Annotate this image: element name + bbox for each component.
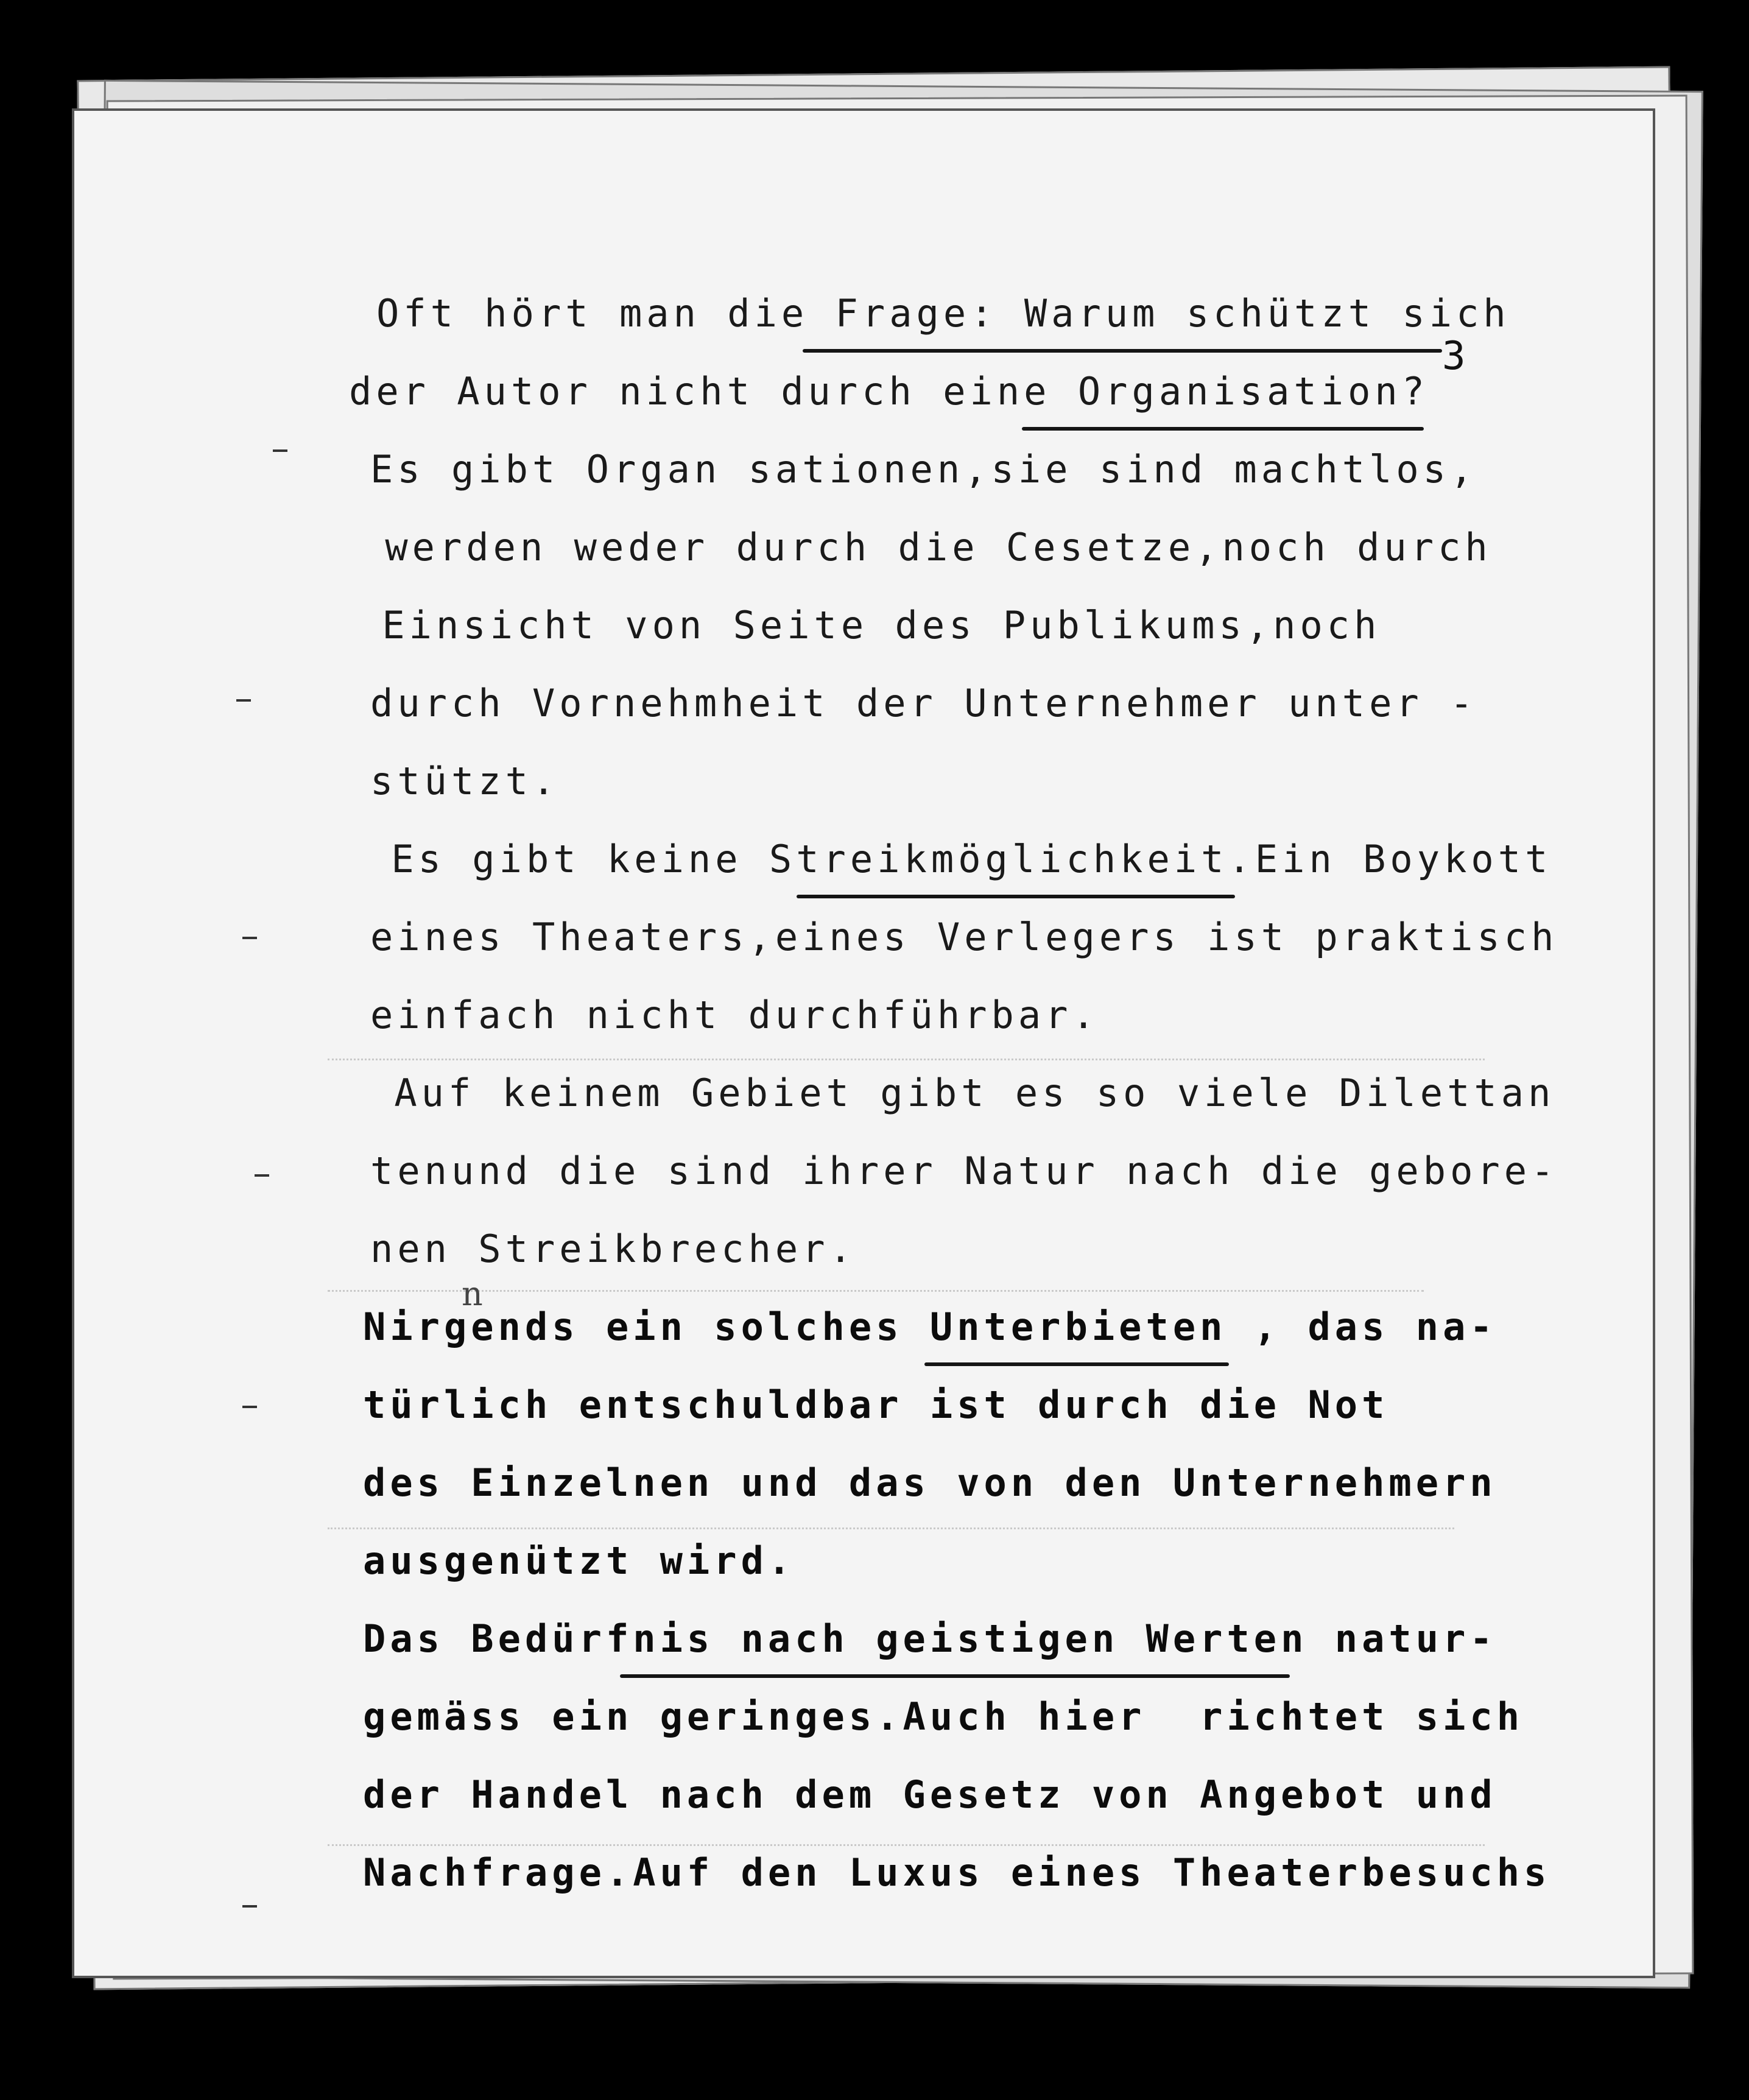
page-number: 3 xyxy=(1442,334,1466,379)
typed-line: einfach nicht durchführbar. xyxy=(370,993,1099,1037)
typed-line: Auf keinem Gebiet gibt es so viele Dilettan xyxy=(367,1071,1555,1115)
margin-tick xyxy=(236,699,251,702)
typed-line: gemäss ein geringes.Auch hier richtet sich xyxy=(363,1694,1524,1739)
typed-line: Das Bedürfnis nach geistigen Werten natur- xyxy=(363,1616,1497,1661)
typewritten-page xyxy=(72,108,1655,1978)
typed-line: tenund die sind ihrer Natur nach die gebore- xyxy=(370,1149,1558,1193)
typed-line: eines Theaters,eines Verlegers ist praktisch xyxy=(370,915,1558,959)
typed-line: des Einzelnen und das von den Unternehmern xyxy=(363,1460,1497,1505)
underline-mark xyxy=(803,349,1442,353)
typed-line: der Autor nicht durch eine Organisation? xyxy=(349,369,1429,414)
typed-line: werden weder durch die Cesetze,noch durch xyxy=(358,525,1492,569)
margin-tick xyxy=(242,937,257,939)
typed-line: der Handel nach dem Gesetz von Angebot und xyxy=(363,1772,1497,1817)
margin-tick xyxy=(255,1174,269,1177)
typed-line: Nirgends ein solches Unterbieten , das na- xyxy=(363,1305,1497,1349)
margin-tick xyxy=(242,1406,257,1408)
underline-mark xyxy=(620,1674,1290,1678)
typed-line: ausgenützt wird. xyxy=(363,1538,795,1583)
bleed-through-line xyxy=(328,1290,1424,1292)
typed-line: Es gibt keine Streikmöglichkeit.Ein Boykott xyxy=(364,837,1552,881)
bleed-through-line xyxy=(328,1527,1454,1529)
typed-line: Nachfrage.Auf den Luxus eines Theaterbesuchs xyxy=(363,1850,1551,1895)
typed-line: Einsicht von Seite des Publikums,noch xyxy=(355,603,1381,647)
typed-line: türlich entschuldbar ist durch die Not xyxy=(363,1383,1389,1427)
typed-line: stützt. xyxy=(370,759,560,803)
underline-mark xyxy=(924,1362,1229,1366)
typed-line: nen Streikbrecher. xyxy=(370,1227,856,1271)
typed-line: durch Vornehmheit der Unternehmer unter - xyxy=(370,681,1477,725)
typed-line: Es gibt Organ sationen,sie sind machtlos, xyxy=(370,447,1477,492)
underline-mark xyxy=(1022,427,1424,431)
handwritten-insert: n xyxy=(462,1275,483,1313)
margin-tick xyxy=(242,1905,257,1908)
bleed-through-line xyxy=(328,1844,1485,1846)
underline-mark xyxy=(797,895,1235,898)
margin-tick xyxy=(273,449,287,452)
typed-line: Oft hört man die Frage: Warum schützt sich xyxy=(376,291,1510,336)
bleed-through-line xyxy=(328,1059,1485,1060)
